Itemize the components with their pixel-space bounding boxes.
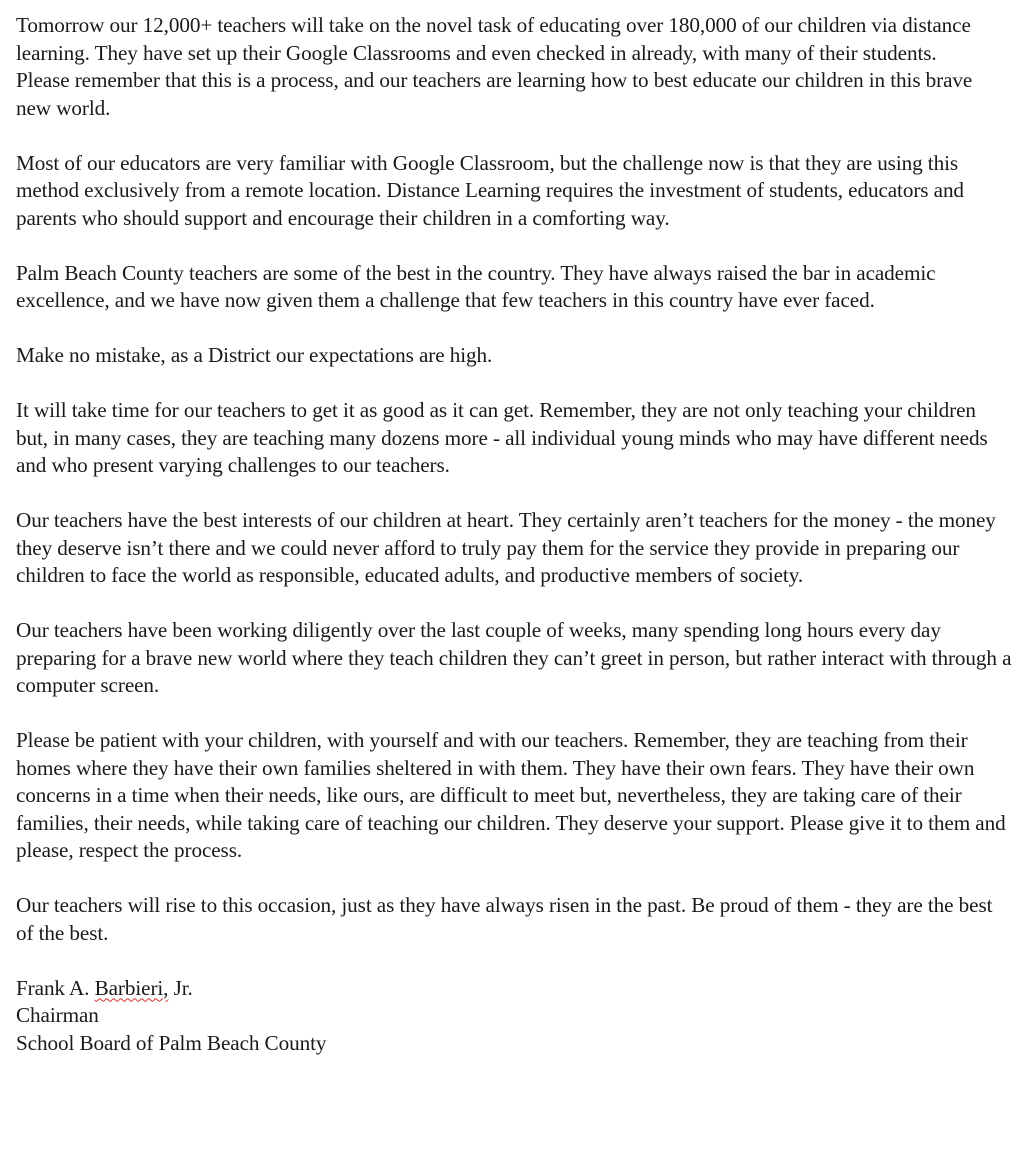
signature-first-name: Frank A. [16, 975, 90, 1000]
signature-title: Chairman [16, 1003, 99, 1027]
paragraph-diligence: Our teachers have been working diligently over the last couple of weeks, many spending long hours every day preparing for a brave new world where they teach children they can’t greet in person, but rather interact with through a computer screen. [16, 618, 1012, 697]
signature-block [16, 975, 1012, 1058]
paragraph-time: It will take time for our teachers to get it as good as it can get. Remember, they are not only teaching your children but, in many cases, they are teaching many dozens more - all individual young minds who may have different needs and who present varying challenges to our teachers. [16, 398, 988, 477]
paragraph-process: Please remember that this is a process, and our teachers are learning how to best educate our children in this brave new world. [16, 68, 973, 120]
paragraph-intro: Tomorrow our 12,000+ teachers will take on the novel task of educating over 180,000 of our children via distance learning. They have set up their Google Classrooms and even checked in already, with many of their students. [16, 13, 971, 65]
paragraph-expectations: Make no mistake, as a District our expectations are high. [16, 343, 493, 367]
paragraph-closing: Our teachers will rise to this occasion, just as they have always risen in the past. Be proud of them - they are the best of the best. [16, 893, 993, 945]
signature-last-name: Barbieri, [94, 975, 169, 1000]
signature-organization: School Board of Palm Beach County [16, 1030, 327, 1055]
signature-name [16, 975, 1012, 1003]
paragraph-interests: Our teachers have the best interests of our children at heart. They certainly aren’t teachers for the money - the money they deserve isn’t there and we could never afford to truly pay them for the service they provide in preparing our children to face the world as responsible, educated adults, and productive members of society. [16, 508, 996, 587]
letter-document [16, 12, 1012, 1057]
paragraph-palm-beach: Palm Beach County teachers are some of the best in the country. They have always raised the bar in academic excellence, and we have now given them a challenge that few teachers in this country have ever faced. [16, 260, 936, 312]
paragraph-educators: Most of our educators are very familiar with Google Classroom, but the challenge now is that they are using this method exclusively from a remote location. Distance Learning requires the investment of students, educators and parents who should support and encourage their children in a comforting way. [16, 150, 964, 230]
signature-suffix: Jr. [173, 975, 193, 1000]
paragraph-patience: Please be patient with your children, with yourself and with our teachers. Remember, they are teaching from their homes where they have their own families sheltered in with them. They have their own fears. They have their own concerns in a time when their needs, like ours, are difficult to meet but, nevertheless, they are taking care of their families, their needs, while taking care of teaching our children. They deserve your support. Please give it to them and please, respect the process. [16, 728, 1006, 862]
